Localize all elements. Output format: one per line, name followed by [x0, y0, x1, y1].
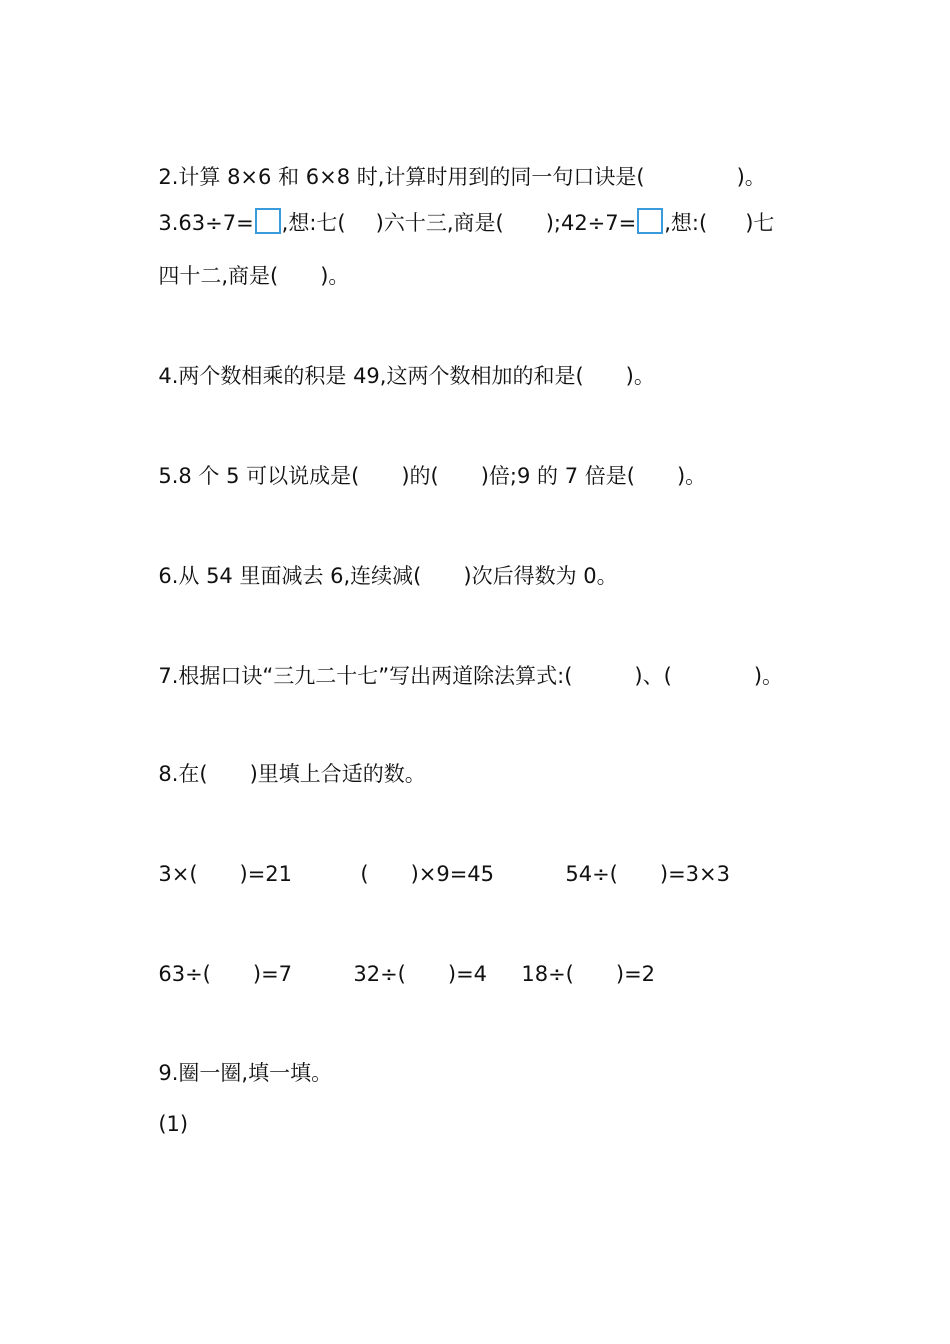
equation: 18÷( )=2 — [521, 962, 656, 986]
question-8: 8.在( )里填上合适的数。 — [158, 762, 426, 786]
equation: 54÷( )=3×3 — [565, 862, 730, 886]
question-5: 5.8 个 5 可以说成是( )的( )倍;9 的 7 倍是( )。 — [158, 464, 707, 488]
question-2: 2.计算 8×6 和 6×8 时,计算时用到的同一句口诀是( )。 — [158, 165, 766, 189]
equation: 3×( )=21 — [158, 862, 293, 886]
equation: ( )×9=45 — [360, 862, 495, 886]
equation: 32÷( )=4 — [353, 962, 488, 986]
question-3: 3.63÷7= ,想:七( )六十三,商是( );42÷7= ,想:( )七 — [145, 180, 774, 237]
equation: 63÷( )=7 — [158, 962, 293, 986]
question-6: 6.从 54 里面减去 6,连续减( )次后得数为 0。 — [158, 564, 618, 588]
question-7: 7.根据口诀“三九二十七”写出两道除法算式:( )、( )。 — [158, 664, 784, 688]
question-9-subpart: (1) — [158, 1112, 189, 1136]
question-4: 4.两个数相乘的积是 49,这两个数相加的和是( )。 — [158, 364, 655, 388]
answer-box[interactable] — [637, 208, 663, 234]
question-3-continued: 四十二,商是( )。 — [158, 264, 350, 288]
question-9: 9.圈一圈,填一填。 — [158, 1061, 333, 1085]
answer-box[interactable] — [255, 208, 281, 234]
